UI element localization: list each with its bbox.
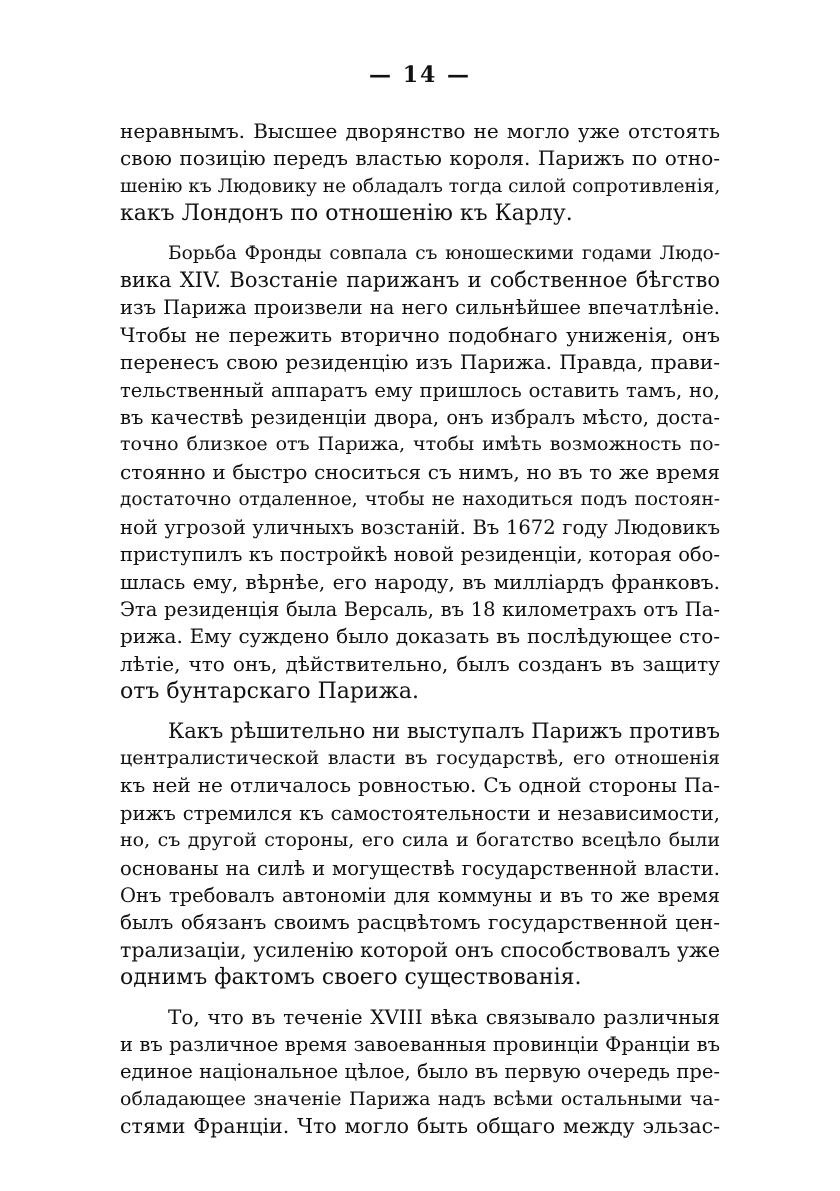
text-line: стями Франціи. Что могло быть общаго между эльзас- bbox=[120, 1114, 720, 1139]
text-line: Чтобы не пережить вторично подобнаго униженія, онъ bbox=[120, 322, 720, 347]
paragraph bbox=[120, 240, 720, 706]
text-line: точно близкое отъ Парижа, чтобы имѣть возможность по- bbox=[120, 433, 720, 456]
text-line: стоянно и быстро сноситься съ нимъ, но въ то же время bbox=[120, 459, 720, 484]
text-line: обладающее значеніе Парижа надъ всѣми остальными ча- bbox=[120, 1087, 720, 1110]
text-line: неравнымъ. Высшее дворянство не могло уже отстоять bbox=[120, 119, 720, 143]
text-line: шлась ему, вѣрнѣе, его народу, въ миллiардъ франковъ. bbox=[120, 569, 720, 594]
text-line: Онъ требовалъ автономіи для коммуны и въ то же время bbox=[120, 883, 720, 907]
paragraph bbox=[120, 118, 720, 228]
text-line: рижа. Ему суждено было доказать въ послѣдующее сто- bbox=[120, 624, 720, 649]
text-line: основаны на силѣ и могуществѣ государственной власти. bbox=[120, 856, 720, 880]
text-line: изъ Парижа произвели на него сильнѣйшее впечатлѣніе. bbox=[120, 296, 720, 320]
page-number-header: — 14 — bbox=[369, 62, 471, 88]
text-line: отъ бунтарскаго Парижа. bbox=[120, 679, 419, 705]
text-line: То, что въ теченіе XVIII вѣка связывало различныя bbox=[168, 1004, 720, 1029]
text-line: трализаціи, усиленію которой онъ способствовалъ уже bbox=[120, 937, 720, 962]
text-line: вика XIV. Возстаніе парижанъ и собственное бѣгство bbox=[120, 268, 720, 293]
text-line: Эта резиденція была Версаль, въ 18 километрахъ отъ Па- bbox=[120, 597, 720, 621]
text-line: единое національное цѣлое, было въ первую очередь пре- bbox=[120, 1060, 720, 1084]
text-line: однимъ фактомъ своего существованія. bbox=[120, 965, 582, 991]
body-text bbox=[120, 118, 720, 1153]
text-line: рижъ стремился къ самостоятельности и независимости, bbox=[120, 801, 720, 825]
paragraph bbox=[120, 718, 720, 992]
text-line: тельственный аппаратъ ему пришлось оставить тамъ, но, bbox=[120, 378, 720, 402]
text-line: въ качествѣ резиденціи двора, онъ избралъ мѣсто, доста- bbox=[120, 406, 720, 430]
text-line: свою позицію передъ властью короля. Парижъ по отно- bbox=[120, 146, 720, 171]
text-line: былъ обязанъ своимъ расцвѣтомъ государственной цен- bbox=[120, 910, 720, 935]
text-line: приступилъ къ постройкѣ новой резиденціи, которая обо- bbox=[120, 543, 720, 567]
text-line: шенію къ Людовику не обладалъ тогда силой сопротивленія, bbox=[120, 175, 721, 197]
text-line: лѣтіе, что онъ, дѣйствительно, былъ созданъ въ защиту bbox=[120, 651, 720, 676]
text-line: ной угрозой уличныхъ возстаній. Въ 1672 году Людовикъ bbox=[120, 515, 720, 539]
text-line: къ ней не отличалось ровностью. Съ одной стороны Па- bbox=[120, 773, 720, 798]
text-line: централистической власти въ государствѣ, его отношенія bbox=[120, 746, 720, 769]
paragraph bbox=[120, 1004, 720, 1141]
text-line: перенесъ свою резиденцію изъ Парижа. Правда, прави- bbox=[120, 350, 720, 375]
text-line: достаточно отдаленное, чтобы не находиться подъ постоян- bbox=[120, 489, 720, 511]
text-line: и въ различное время завоеванныя провинціи Франціи въ bbox=[120, 1033, 720, 1056]
text-line: какъ Лондонъ по отношенію къ Карлу. bbox=[120, 201, 573, 227]
text-line: Какъ рѣшительно ни выступалъ Парижъ противъ bbox=[168, 718, 720, 743]
text-line: но, съ другой стороны, его сила и богатство всецѣло были bbox=[120, 829, 720, 852]
text-line: Борьба Фронды совпала съ юношескими годами Людо- bbox=[168, 242, 720, 264]
